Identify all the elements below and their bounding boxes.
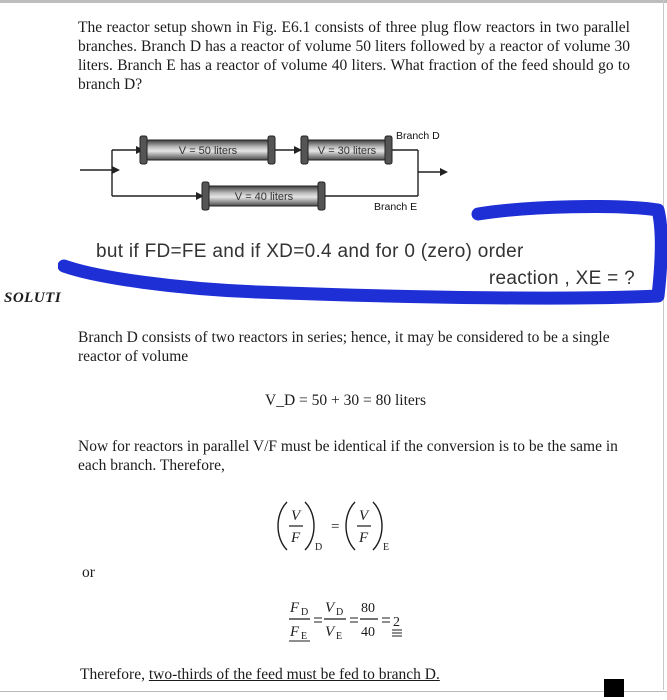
rhs-v: V xyxy=(359,508,369,524)
rhs-sub: E xyxy=(383,542,390,553)
solution-paragraph-1: Branch D consists of two reactors in series; hence, it may be considered to be a single reactor of volume xyxy=(78,329,610,365)
blue-highlight-stroke xyxy=(58,200,667,330)
reactor-d1 xyxy=(140,136,275,164)
end-of-solution-marker xyxy=(604,679,624,697)
handwritten-note-line1: but if FD=FE and if XD=0.4 and for 0 (zero) order xyxy=(96,241,524,262)
vd: V xyxy=(325,600,335,616)
fd: F xyxy=(290,600,300,616)
eq2-equals: = xyxy=(331,519,340,535)
fd-sub: D xyxy=(301,607,309,618)
handwritten-note-line2: reaction , XE = ? xyxy=(488,268,635,289)
solution-heading: SOLUTI xyxy=(4,290,62,306)
vd-sub: D xyxy=(336,607,344,618)
conclusion-prefix: Therefore, xyxy=(80,666,149,683)
conclusion-underlined: two-thirds of the feed must be fed to branch D. xyxy=(148,666,440,683)
reactor-d2 xyxy=(301,136,392,164)
ratio-result: 2 xyxy=(393,615,400,630)
ratio-den: 40 xyxy=(361,625,375,640)
fe-sub: E xyxy=(301,631,308,642)
problem-statement: The reactor setup shown in Fig. E6.1 consists of three plug flow reactors in two parallel branches. Branch D has a reactor of volume 50 liters followed by a reactor of volume 30 liters. Branch E has a reactor of volume 40 liters. What fraction of the feed should go to branch D? xyxy=(78,19,630,93)
lhs-f: F xyxy=(291,530,301,546)
rhs-f: F xyxy=(359,530,369,546)
or-word: or xyxy=(82,564,95,581)
top-rule xyxy=(0,0,667,3)
solution-paragraph-2: Now for reactors in parallel V/F must be identical if the conversion is to be the same in each branch. Therefore, xyxy=(78,438,618,474)
fe: F xyxy=(290,624,300,640)
right-rule xyxy=(663,0,664,690)
equation-volume-d: V_D = 50 + 30 = 80 liters xyxy=(265,392,426,409)
equation-parallel-vf xyxy=(275,496,415,556)
equation-feed-ratio xyxy=(288,595,428,655)
reactor-d2-label: V = 30 liters xyxy=(317,145,377,157)
reactor-d1-label: V = 50 liters xyxy=(178,145,238,157)
ve-sub: E xyxy=(336,631,343,642)
lhs-v: V xyxy=(291,508,301,524)
branch-d-label: Branch D xyxy=(396,130,440,142)
inlet-arrow xyxy=(112,166,120,174)
branch-e-label: Branch E xyxy=(374,201,418,213)
lhs-sub: D xyxy=(315,542,323,553)
reactor-e-label: V = 40 liters xyxy=(234,191,294,203)
ve: V xyxy=(325,624,335,640)
ratio-num: 80 xyxy=(361,601,375,616)
outlet-arrow xyxy=(440,168,448,176)
conclusion xyxy=(80,666,440,684)
bottom-rule xyxy=(0,691,667,692)
